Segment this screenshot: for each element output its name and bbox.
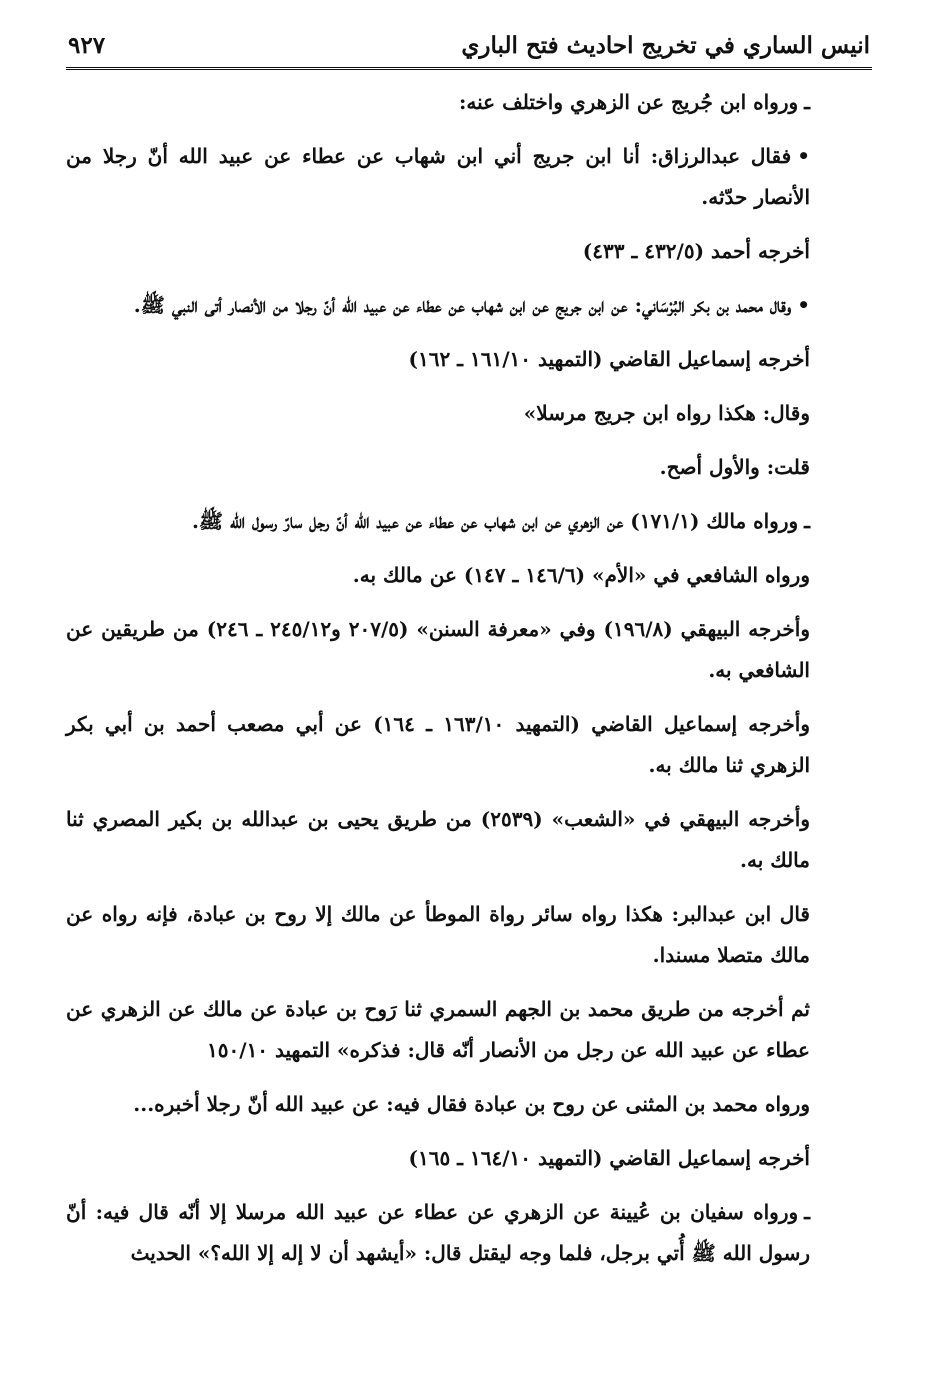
paragraph xyxy=(66,393,872,434)
dash-marker: ـ xyxy=(804,509,810,533)
paragraph xyxy=(66,704,872,786)
paragraph xyxy=(66,1084,872,1125)
paragraph-text: ورواه سفيان بن عُيينة عن الزهري عن عطاء عن عبيد الله مرسلا إلا أنّه قال فيه: أنّ رسول الله ﷺ أُتي برجل، فلما وجه ليقتل قال: «أيشهد أن لا إله إلا الله؟» الحديث xyxy=(66,1200,810,1265)
paragraph xyxy=(66,285,872,326)
paragraph xyxy=(66,1192,872,1274)
paragraph xyxy=(66,799,872,881)
paragraph-text: وأخرجه البيهقي في «الشعب» (٢٥٣٩) من طريق يحيى بن عبدالله بن بكير المصري ثنا مالك به. xyxy=(66,807,811,872)
paragraph-text: أخرجه إسماعيل القاضي (التمهيد ١٦٤/١٠ ـ ١٦٥) xyxy=(408,1146,810,1170)
paragraph xyxy=(66,1138,872,1179)
page-header xyxy=(66,24,872,70)
paragraph-text: أخرجه إسماعيل القاضي (التمهيد ١٦١/١٠ ـ ١٦٢) xyxy=(408,347,810,371)
paragraph xyxy=(66,501,872,542)
paragraph-text: ورواه مالك (١٧١/١) عن الزهري عن ابن شهاب عن عطاء عن عبيد الله أنّ رجل سارّ رسول الله ﷺ. xyxy=(191,509,799,533)
bullet-marker: • xyxy=(797,293,810,317)
page-body xyxy=(66,82,872,1287)
paragraph xyxy=(66,609,872,691)
paragraph xyxy=(66,894,872,976)
paragraph-text: ورواه ابن جُريج عن الزهري واختلف عنه: xyxy=(459,90,799,114)
paragraph xyxy=(66,989,872,1071)
paragraph-text: ورواه محمد بن المثنى عن روح بن عبادة فقال فيه: عن عبيد الله أنّ رجلا أخبره... xyxy=(133,1092,810,1116)
paragraph-text: قال ابن عبدالبر: هكذا رواه سائر رواة الموطأ عن مالك إلا روح بن عبادة، فإنه رواه عن مالك متصلا مسندا. xyxy=(66,902,810,967)
paragraph xyxy=(66,447,872,488)
running-title: انيس الساري في تخريج احاديث فتح الباري xyxy=(461,32,870,59)
paragraph-text: وقال محمد بن بكر البُرْسَاني: عن ابن جريج عن ابن شهاب عن عطاء عن عبيد الله أنّ رجلا من الأنصار أتى النبي ﷺ. xyxy=(133,293,792,317)
page-number: ٩٢٧ xyxy=(68,32,106,59)
paragraph-text: ثم أخرجه من طريق محمد بن الجهم السمري ثنا رَوح بن عبادة عن مالك عن الزهري عن عطاء عن عبيد الله عن رجل من الأنصار أنّه قال: فذكره» التمهيد ١٥٠/١٠ xyxy=(66,997,810,1062)
paragraph-text: قلت: والأول أصح. xyxy=(659,455,810,479)
paragraph xyxy=(66,136,872,218)
paragraph xyxy=(66,555,872,596)
paragraph xyxy=(66,82,872,123)
paragraph xyxy=(66,339,872,380)
paragraph-text: وقال: هكذا رواه ابن جريج مرسلا» xyxy=(523,401,810,425)
dash-marker: ـ xyxy=(804,90,810,114)
paragraph-text: أخرجه أحمد (٤٣٢/٥ ـ ٤٣٣) xyxy=(582,239,810,263)
paragraph-text: فقال عبدالرزاق: أنا ابن جريج أني ابن شهاب عن عطاء عن عبيد الله أنّ رجلا من الأنصار حدّثه. xyxy=(66,144,810,209)
dash-marker: ـ xyxy=(804,1200,810,1224)
paragraph-text: وأخرجه البيهقي (١٩٦/٨) وفي «معرفة السنن» (٢٠٧/٥ و٢٤٥/١٢ ـ ٢٤٦) من طريقين عن الشافعي به. xyxy=(66,617,810,682)
paragraph-text: ورواه الشافعي في «الأم» (١٤٦/٦ ـ ١٤٧) عن مالك به. xyxy=(352,563,810,587)
bullet-marker: • xyxy=(797,144,810,168)
paragraph xyxy=(66,231,872,272)
paragraph-text: وأخرجه إسماعيل القاضي (التمهيد ١٦٣/١٠ ـ ١٦٤) عن أبي مصعب أحمد بن أبي بكر الزهري ثنا مالك به. xyxy=(66,712,810,777)
